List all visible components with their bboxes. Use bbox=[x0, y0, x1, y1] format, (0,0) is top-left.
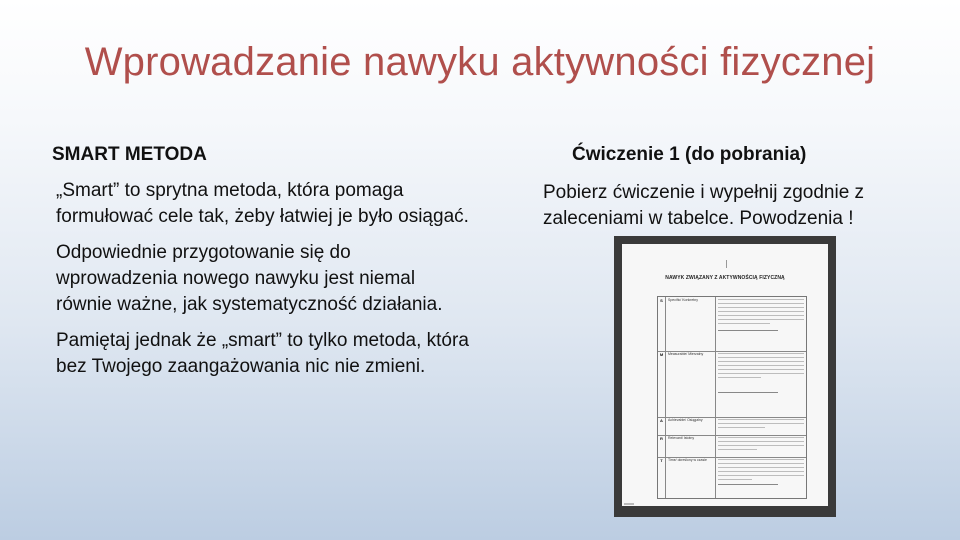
row-text bbox=[718, 459, 804, 488]
smart-heading: SMART METODA bbox=[52, 144, 207, 165]
row-letter: M bbox=[658, 351, 666, 417]
paragraph-2: Odpowiednie przygotowanie się do wprowadzenia nowego nawyku jest niemal równie ważne, jak systematyczność działania. bbox=[56, 242, 443, 315]
row-text bbox=[718, 437, 804, 453]
row-text bbox=[718, 299, 804, 334]
table-row bbox=[658, 435, 806, 458]
paragraph-1: „Smart” to sprytna metoda, która pomaga formułować cele tak, żeby łatwiej je było osiągać. bbox=[56, 180, 469, 227]
page-marker bbox=[726, 260, 727, 268]
row-letter: T bbox=[658, 457, 666, 498]
exercise-document-thumbnail bbox=[614, 236, 836, 517]
page-footer-mark bbox=[624, 503, 634, 505]
document-title: NAWYK ZWIĄZANY Z AKTYWNOŚCIĄ FIZYCZNĄ bbox=[665, 275, 785, 281]
exercise-instructions: Pobierz ćwiczenie i wypełnij zgodnie z zaleceniami w tabelce. Powodzenia ! bbox=[543, 182, 865, 229]
table-row bbox=[658, 351, 806, 418]
table-row bbox=[658, 417, 806, 436]
row-label: Relevant/ Istotny bbox=[666, 435, 716, 457]
row-letter: A bbox=[658, 417, 666, 435]
row-label: Time/ określony w czasie bbox=[666, 457, 716, 498]
row-letter: R bbox=[658, 435, 666, 457]
smart-description bbox=[56, 178, 476, 390]
document-page bbox=[622, 244, 828, 506]
row-text bbox=[718, 419, 804, 431]
row-label: Achievable/ Osiągalny bbox=[666, 417, 716, 435]
row-label: Measurable/ Mierzalny bbox=[666, 351, 716, 417]
exercise-heading: Ćwiczenie 1 (do pobrania) bbox=[572, 144, 807, 165]
table-row bbox=[658, 457, 806, 498]
smart-table bbox=[657, 296, 807, 499]
paragraph-3: Pamiętaj jednak że „smart” to tylko metoda, która bez Twojego zaangażowania nic nie zmieni. bbox=[56, 330, 469, 377]
row-letter: S bbox=[658, 297, 666, 351]
table-row bbox=[658, 297, 806, 352]
row-label: Specific/ Konkretny bbox=[666, 297, 716, 351]
row-text bbox=[718, 353, 804, 396]
slide-title: Wprowadzanie nawyku aktywności fizycznej bbox=[84, 40, 876, 84]
